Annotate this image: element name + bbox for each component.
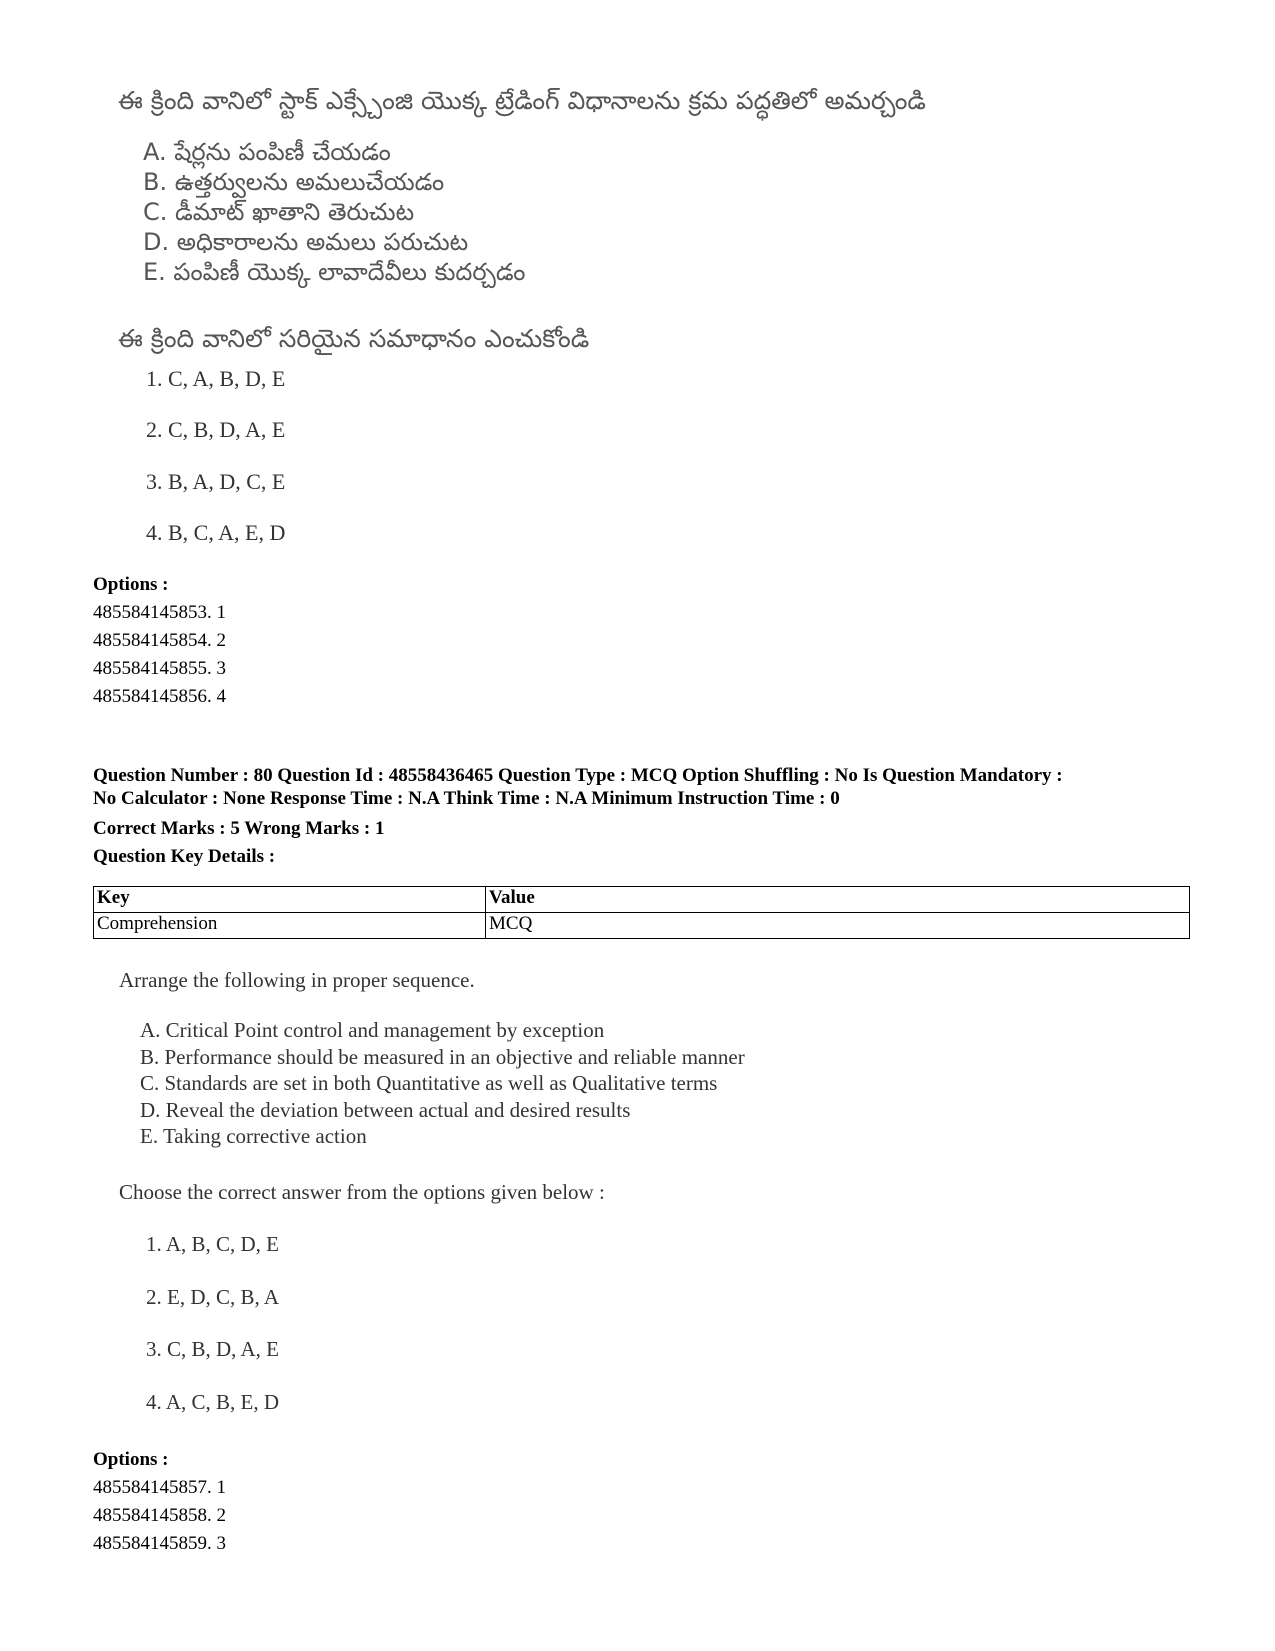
table-row: [94, 913, 1190, 939]
question2-answer-3: 3. C, B, D, A, E: [146, 1337, 280, 1361]
table-cell-key: Comprehension: [94, 913, 486, 939]
question1-item-a: A. షేర్లను పంపిణీ చేయడం: [143, 138, 391, 166]
question2-answer-4: 4. A, C, B, E, D: [146, 1390, 280, 1414]
question1-item-c: C. డీమాట్ ఖాతాని తెరుచుట: [143, 198, 415, 226]
table-header-value: Value: [486, 887, 1190, 913]
question1-option-3: 485584145855. 3: [93, 658, 226, 679]
question1-answer-1: 1. C, A, B, D, E: [146, 366, 286, 391]
question-key-table: [93, 886, 1190, 939]
question2-answer-1: 1. A, B, C, D, E: [146, 1232, 280, 1256]
table-cell-value: MCQ: [486, 913, 1190, 939]
table-header-row: [94, 887, 1190, 913]
question2-key-details-label: Question Key Details :: [93, 846, 276, 867]
question2-option-3: 485584145859. 3: [93, 1533, 226, 1554]
question2-answer-2: 2. E, D, C, B, A: [146, 1285, 280, 1309]
question2-option-1: 485584145857. 1: [93, 1477, 226, 1498]
question1-option-1: 485584145853. 1: [93, 602, 226, 623]
question2-item-d: D. Reveal the deviation between actual and desired results: [140, 1098, 631, 1122]
question1-options-label: Options :: [93, 574, 169, 595]
question2-item-c: C. Standards are set in both Quantitative as well as Qualitative terms: [140, 1071, 718, 1095]
question2-stem: Arrange the following in proper sequence.: [119, 968, 475, 992]
table-header-key: Key: [94, 887, 486, 913]
question1-item-b: B. ఉత్తర్వులను అమలుచేయడం: [143, 168, 445, 196]
question2-meta-line1: Question Number : 80 Question Id : 48558436465 Question Type : MCQ Option Shuffling : No Is Question Mandatory :: [93, 765, 1063, 786]
question2-instruction: Choose the correct answer from the options given below :: [119, 1180, 605, 1204]
question1-item-e: E. పంపిణీ యొక్క లావాదేవీలు కుదర్చడం: [143, 258, 526, 286]
question1-item-d: D. అధికారాలను అమలు పరుచుట: [143, 228, 469, 256]
question2-item-e: E. Taking corrective action: [140, 1124, 367, 1148]
question1-instruction: ఈ క్రింది వానిలో సరియైన సమాధానం ఎంచుకోండి: [118, 324, 590, 353]
question2-option-2: 485584145858. 2: [93, 1505, 226, 1526]
question2-item-a: A. Critical Point control and management by exception: [140, 1018, 605, 1042]
question1-option-4: 485584145856. 4: [93, 686, 226, 707]
question2-meta-line2: No Calculator : None Response Time : N.A Think Time : N.A Minimum Instruction Time : 0: [93, 788, 840, 809]
question1-stem: ఈ క్రింది వానిలో స్టాక్ ఎక్స్చేంజి యొక్క ట్రేడింగ్ విధానాలను క్రమ పద్ధతిలో అమర్చండి: [118, 86, 926, 115]
question1-answer-4: 4. B, C, A, E, D: [146, 520, 286, 545]
question2-item-b: B. Performance should be measured in an objective and reliable manner: [140, 1045, 745, 1069]
question2-options-label: Options :: [93, 1449, 169, 1470]
question2-marks: Correct Marks : 5 Wrong Marks : 1: [93, 818, 385, 839]
question1-answer-3: 3. B, A, D, C, E: [146, 469, 286, 494]
question1-option-2: 485584145854. 2: [93, 630, 226, 651]
question1-answer-2: 2. C, B, D, A, E: [146, 417, 286, 442]
